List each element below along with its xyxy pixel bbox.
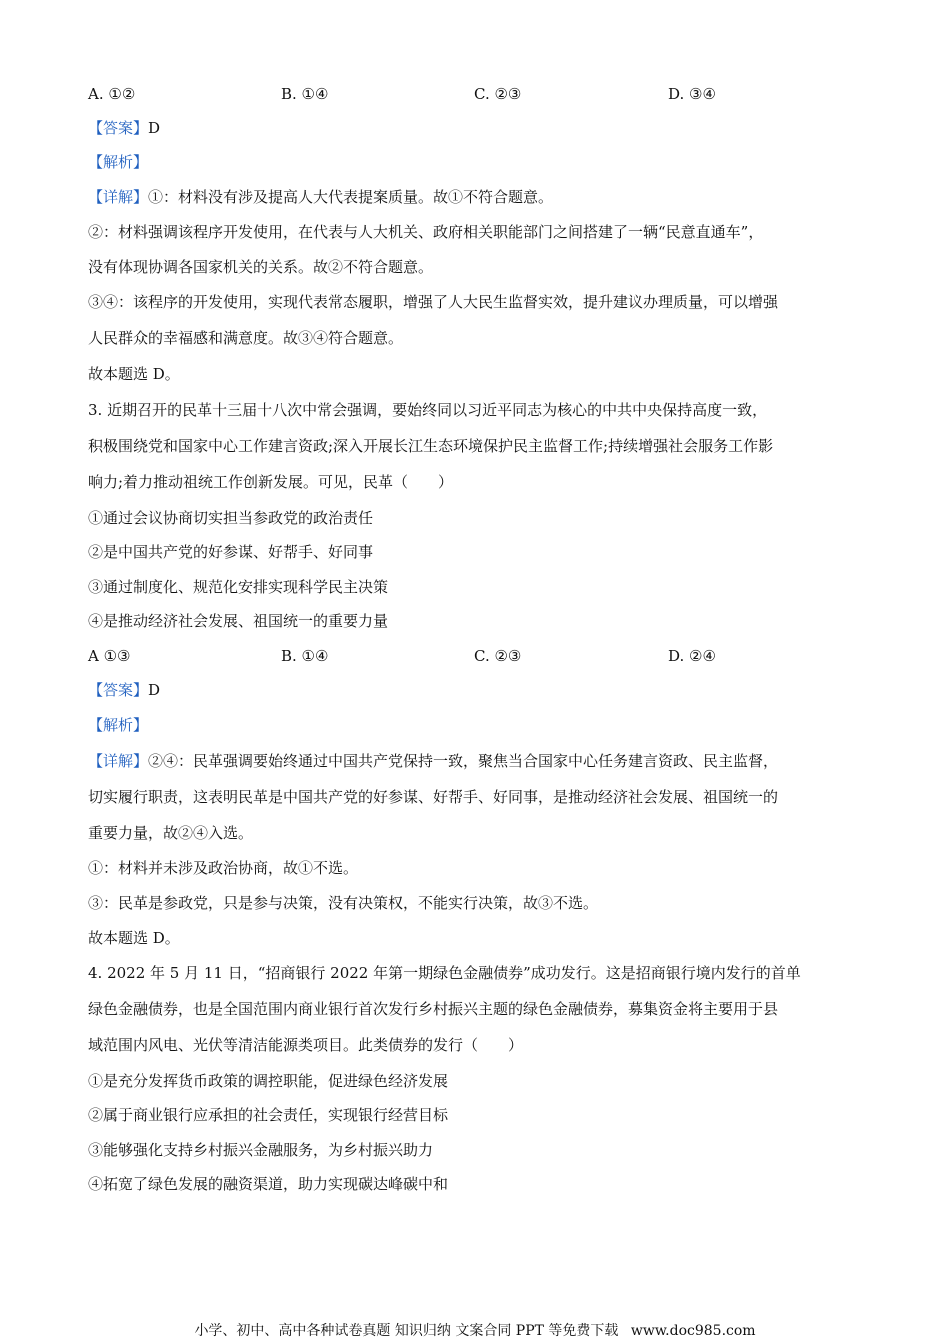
q2-option-d: D. ③④ [668,85,716,103]
q3-conclusion: 故本题选 D。 [88,929,180,947]
q3-detail-line-5: ③：民革是参政党，只是参与决策，没有决策权，不能实行决策，故③不选。 [88,894,599,912]
q2-option-b: B. ①④ [281,85,329,103]
q3-statement-3: ③通过制度化、规范化安排实现科学民主决策 [88,578,389,596]
q3-statement-2: ②是中国共产党的好参谋、好帮手、好同事 [88,543,374,561]
footer-site-link[interactable]: www.doc985.com [630,1323,756,1339]
q2-options [88,84,868,104]
q3-option-d: D. ②④ [668,647,716,665]
answer-value: D [148,681,161,699]
q3-statement-1: ①通过会议协商切实担当参政党的政治责任 [88,509,374,527]
q4-stem-line-1: 4. 2022 年 5 月 11 日，“招商银行 2022 年第一期绿色金融债券”成功发行。这是招商银行境内发行的首单 [88,964,801,982]
q3-detail-line-1 [88,751,778,771]
q2-option-a: A. ①② [88,85,136,103]
page-footer [0,1322,950,1340]
q4-stem-line-3: 域范围内风电、光伏等清洁能源类项目。此类债券的发行（ ） [88,1036,524,1054]
q3-detail-line-3: 重要力量，故②④入选。 [88,824,254,842]
q2-option-c: C. ②③ [474,85,522,103]
q2-analysis-label: 【解析】 [88,153,149,171]
q2-conclusion: 故本题选 D。 [88,365,180,383]
q2-detail-line-2: ②：材料强调该程序开发使用，在代表与人大机关、政府相关职能部门之间搭建了一辆“民意直通车”， [88,223,764,241]
q3-detail-line-4: ①：材料并未涉及政治协商，故①不选。 [88,859,359,877]
q3-answer [88,680,160,700]
detail-text: ②④：民革强调要始终通过中国共产党保持一致，聚焦当合国家中心任务建言资政、民主监督， [148,752,779,770]
q2-detail-line-3: 没有体现协调各国家机关的关系。故②不符合题意。 [88,258,434,276]
detail-text: ①：材料没有涉及提高人大代表提案质量。故①不符合题意。 [148,188,554,206]
answer-value: D [148,119,161,137]
answer-tag: 【答案】 [88,119,149,137]
q4-statement-3: ③能够强化支持乡村振兴金融服务，为乡村振兴助力 [88,1141,434,1159]
q3-analysis-label: 【解析】 [88,716,149,734]
q3-option-a: A ①③ [88,647,131,665]
detail-tag: 【详解】 [88,752,149,770]
q4-stem-line-2: 绿色金融债券，也是全国范围内商业银行首次发行乡村振兴主题的绿色金融债券，募集资金将主要用于县 [88,1000,779,1018]
q3-statement-4: ④是推动经济社会发展、祖国统一的重要力量 [88,612,389,630]
detail-tag: 【详解】 [88,188,149,206]
q3-option-b: B. ①④ [281,647,329,665]
q2-answer [88,118,160,138]
q3-detail-line-2: 切实履行职责，这表明民革是中国共产党的好参谋、好帮手、好同事，是推动经济社会发展、祖国统一的 [88,788,779,806]
q3-stem-line-2: 积极围绕党和国家中心工作建言资政;深入开展长江生态环境保护民主监督工作;持续增强社会服务工作影 [88,437,774,455]
q3-stem-line-3: 响力;着力推动祖统工作创新发展。可见，民革（ ） [88,473,454,491]
q2-detail-line-5: 人民群众的幸福感和满意度。故③④符合题意。 [88,329,404,347]
answer-tag: 【答案】 [88,681,149,699]
q2-detail-line-4: ③④：该程序的开发使用，实现代表常态履职，增强了人大民生监督实效，提升建议办理质量，可以增强 [88,293,779,311]
footer-text: 小学、初中、高中各种试卷真题 知识归纳 文案合同 PPT 等免费下载 [194,1323,619,1339]
q3-stem-line-1: 3. 近期召开的民革十三届十八次中常会强调，要始终同以习近平同志为核心的中共中央保持高度一致， [88,401,768,419]
q4-statement-4: ④拓宽了绿色发展的融资渠道，助力实现碳达峰碳中和 [88,1175,449,1193]
q3-option-c: C. ②③ [474,647,522,665]
q4-statement-1: ①是充分发挥货币政策的调控职能，促进绿色经济发展 [88,1072,449,1090]
q2-detail-line-1 [88,187,553,207]
q4-statement-2: ②属于商业银行应承担的社会责任，实现银行经营目标 [88,1106,449,1124]
q3-options [88,646,868,666]
